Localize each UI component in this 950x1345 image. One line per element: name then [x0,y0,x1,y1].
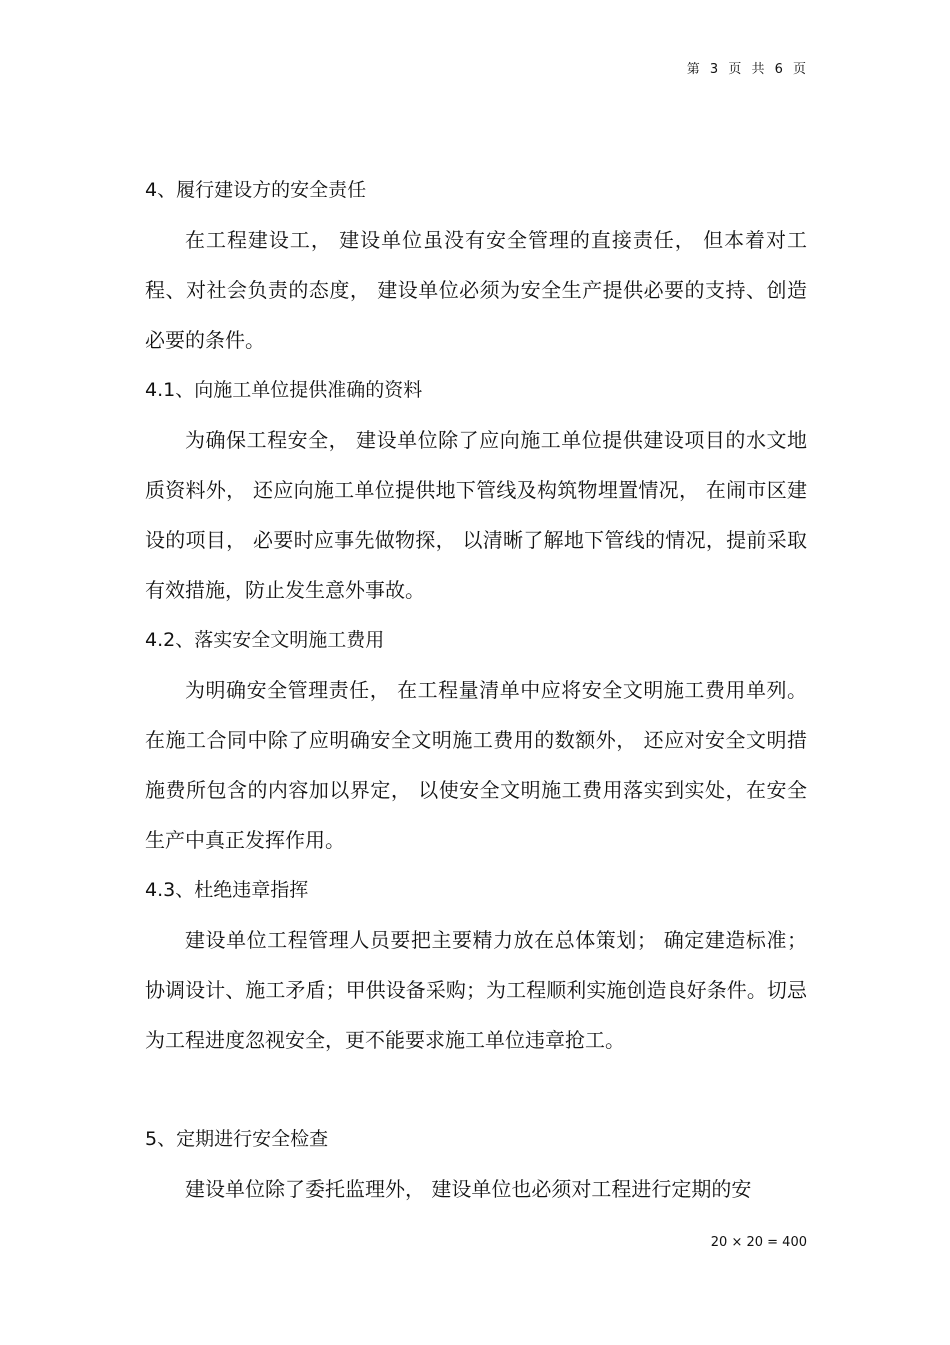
section-heading-4-3: 4.3、杜绝违章指挥 [145,879,309,901]
section-spacer [145,1065,807,1114]
section-heading-5: 5、定期进行安全检查 [145,1128,329,1150]
section-heading-4: 4、履行建设方的安全责任 [145,179,367,201]
section-paragraph-4-1: 为确保工程安全， 建设单位除了应向施工单位提供建设项目的水文地质资料外， 还应向施工单位提供地下管线及构筑物埋置情况， 在闹市区建设的项目， 必要时应事先做物探， 以清晰了解地下管线的情况，提前采取有效措施，防止发生意外事故。 [145,428,807,602]
section-paragraph-4-2: 为明确安全管理责任， 在工程量清单中应将安全文明施工费用单列。在施工合同中除了应明确安全文明施工费用的数额外， 还应对安全文明措施费所包含的内容加以界定， 以使安全文明施工费用落实到实处，在安全生产中真正发挥作用。 [145,678,807,852]
document-body [145,165,807,1214]
page-number-header: 第 3 页 共 6 页 [686,62,807,77]
section-heading-4-1: 4.1、向施工单位提供准确的资料 [145,379,423,401]
section-paragraph-4: 在工程建设工， 建设单位虽没有安全管理的直接责任， 但本着对工程、对社会负责的态度， 建设单位必须为安全生产提供必要的支持、创造必要的条件。 [145,228,807,352]
section-heading-4-2: 4.2、落实安全文明施工费用 [145,629,385,651]
grid-note-footer: 20 × 20 = 400 [710,1235,807,1250]
section-paragraph-5: 建设单位除了委托监理外， 建设单位也必须对工程进行定期的安 [185,1177,752,1201]
section-paragraph-4-3: 建设单位工程管理人员要把主要精力放在总体策划； 确定建造标准；协调设计、施工矛盾；甲供设备采购；为工程顺利实施创造良好条件。切忌为工程进度忽视安全，更不能要求施工单位违章抢工。 [145,928,807,1052]
